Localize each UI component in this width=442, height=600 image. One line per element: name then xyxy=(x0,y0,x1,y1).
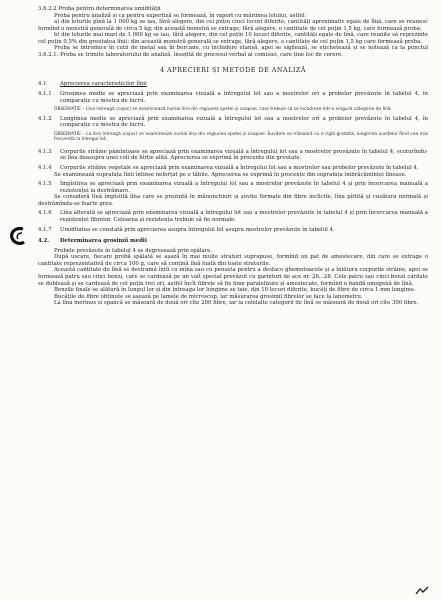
section-4-2-para-3: Această cantitate de lînă se destramă întîi cu mîna sau cu penseta pentru a desface ghemotoacele și a înlătura corpurile străine, apoi se formează patru sau cinci benzi, care se cardează pe un vaît special prevăzut cu garnituri de ace nr. 26...28. Cele patru sau cinci benzi cardate se dublează și se cardează de cel puțin trei ori, astfel încît fibrele să fie bine paralelizate și amestecate, formînd o bandă omogenă de lînă. xyxy=(38,267,428,287)
section-4-1-7 xyxy=(38,227,428,234)
section-number: 4.1.4 xyxy=(38,165,52,172)
section-number: 4.2. xyxy=(38,238,50,245)
section-4-1-4 xyxy=(38,165,428,172)
section-text: Lîna alterată se apreciază prin examinarea vizuală a întregului lot sau a mostrelor prevăzute în tabelul 4 și prin încercarea manuală a rezistenței fibrelor. Culoarea și rezistența trebuie să fie normale. xyxy=(60,210,428,224)
section-4-2-para-4: Benzile finale se alătură în lungul lor și din întreaga lor lungime se taie, din 10 locuri diferite, bucăți de fibre de circa 1 mm lungime. xyxy=(54,287,416,294)
section-title: Determinarea grosimii medii xyxy=(60,238,147,245)
section-4-2-para-5: Bucățile de fibre obținute se așează pe lamele de microscop, iar măsurarea grosimii fibrelor se face la lanometru. xyxy=(54,293,363,300)
section-4-1-heading xyxy=(38,81,428,88)
section-4-1-2 xyxy=(38,116,428,129)
observation-note-2: OBSERVAȚIE – La lîna întreagă (cojoc) se examinează numai lîna din regiunea spetei și coapsei. Șuvițele se măsoară cu o riglă gradată, lungimea șuvițelor fiind cea mai frecventă la întregul lot. xyxy=(54,131,428,143)
section-4-1-5 xyxy=(38,181,428,194)
section-text: Umiditatea se constată prin aprecierea asupra întregului lot asupra mostrelor prevăzute în tabelul 4. xyxy=(60,226,335,233)
section-4-1-4-continuation: Se examinează suprafața lînii întinse neforțat pe o tăblie. Aprecierea se exprimă în procente din suprafața îmbrăcămintei lînoase. xyxy=(54,171,407,178)
section-number: 4.1.6 xyxy=(38,210,52,217)
corner-mark-icon xyxy=(415,586,429,596)
section-3622-item-b: b) din loturile mai mari de 1 000 kg se iau, fără alegere, din cel puțin 10 locuri diferite, cantități egale de lînă, care reunite să reprezinte cel puțin 0,5% din greutatea lînii; din această monstră generală se extrage, fără alegere, o cantitate de cel puțin 1,5 kg care formează proba. xyxy=(38,32,428,45)
section-4-2-para-6: La lîna merinos și spancă se măsoară de două ori cîte 200 fibre, iar la celelalte categorii de lînă se măsoară de două ori cîte 300 fibre. xyxy=(54,300,419,307)
binder-hole-icon xyxy=(9,225,27,247)
document-body xyxy=(38,6,428,307)
section-title: Aprecierea caracteristicilor lînii xyxy=(60,81,147,88)
section-4-1-1 xyxy=(38,91,428,104)
chapter-title: 4 APRECIERI ȘI METODE DE ANALIZĂ xyxy=(160,66,306,75)
section-number: 4.1.7 xyxy=(38,226,52,233)
section-4-1-5-continuation: Se consideră lînă împîslită lîna care se prezintă în mănunchiuri și șuvițe formate din fibre încîlcite, lîna pîrlită și cusătura normală și destrămînda-se foarte greu. xyxy=(38,194,428,207)
section-4-1-3 xyxy=(38,149,428,162)
section-4-2-heading xyxy=(38,238,428,245)
section-number: 4.1.5 xyxy=(38,181,52,188)
section-text: Lungimea medie se apreciază prin examinarea vizuală a întregului lot sau a mostrelor ori a probelor prevăzute în tabelul 4, în comparație cu mostra de lucru. xyxy=(60,115,428,129)
section-text: Împîslirea se apreciază prin examinarea vizuală a întregului lot sau a mostrelor prevăzute în tabelul 4 și prin încercarea manuală a rezistenței la destrămare. xyxy=(60,181,428,194)
section-3622-closing: Proba se introduce în cutii de metal sau în borcane, cu închidere etanșă, apoi se sigilează, se etichetează și se notează ca la punctul 3.6.2.1. Proba se trimite laboratorului de analiză, însoțită de procesul-verbal al comisiei, care ține loc de cerere. xyxy=(38,45,428,58)
section-number: 4.1.1 xyxy=(38,90,52,97)
section-3622-intro: Proba pentru analiză și ca pentru expertiză se formează, în raport cu mărimea lotului, astfel: xyxy=(54,12,307,19)
section-text: Grosimea medie se apreciază prin examinarea vizuală a întregului lot sau a mostrelor ori a probelor prevăzute în tabelul 4, în comparație cu mostra de lucru. xyxy=(60,90,428,104)
section-text: Corpurile străine vegetale se apreciază prin examinarea vizuală a întregului lot sau a mostrelor sau probelor prevăzute în tabelul 4. xyxy=(60,165,419,172)
section-4-2-para-2: După uscare, fiecare probă spălată se așază în mai multe straturi suprapuse, formînd un pat de amestecare, din care se extrage o cantitate reprezentativă de circa 100 g, care să conțină lînă luată din toate straturile. xyxy=(38,254,428,267)
section-4-2-para-1: Probele prevăzute în tabelul 4 se degresează prin spălare. xyxy=(54,247,213,254)
section-3622-title: 3.6.2.2 Proba pentru determinarea umidității xyxy=(38,6,161,12)
section-number: 4.1.3 xyxy=(38,148,52,155)
section-4-1-6 xyxy=(38,210,428,223)
section-number: 4.1 xyxy=(38,81,47,88)
section-text: Corpurile străine pămîntoase se apreciază prin examinarea vizuală a întregului lot sau a mostrelor prevăzute în tabelul 4, scuturîndu-se lîna deasupra unei coli de hîrtie albă. Aprecierea se exprimă în procente din greutate. xyxy=(60,148,428,162)
section-number: 4.1.2 xyxy=(38,115,52,122)
observation-note-1: OBSERVAȚIE – Lîna întreagă (cojoc) se examinează numai lîna din regiunea spetei și coapsei, care trebuie să se încadreze într-o singură categorie de lînă. xyxy=(54,107,392,113)
section-3622-item-a: a) din loturile pînă la 1 000 kg se iau, fără alegere, din cel puțin cinci locuri diferite, cantități aproximativ egale de lînă, care se reunesc formînd o monstră generală de circa 5 kg; din această monstră se extrage, fără alegere, o cantitate de cel puțin 1,5 kg, care formează proba; xyxy=(38,19,428,32)
